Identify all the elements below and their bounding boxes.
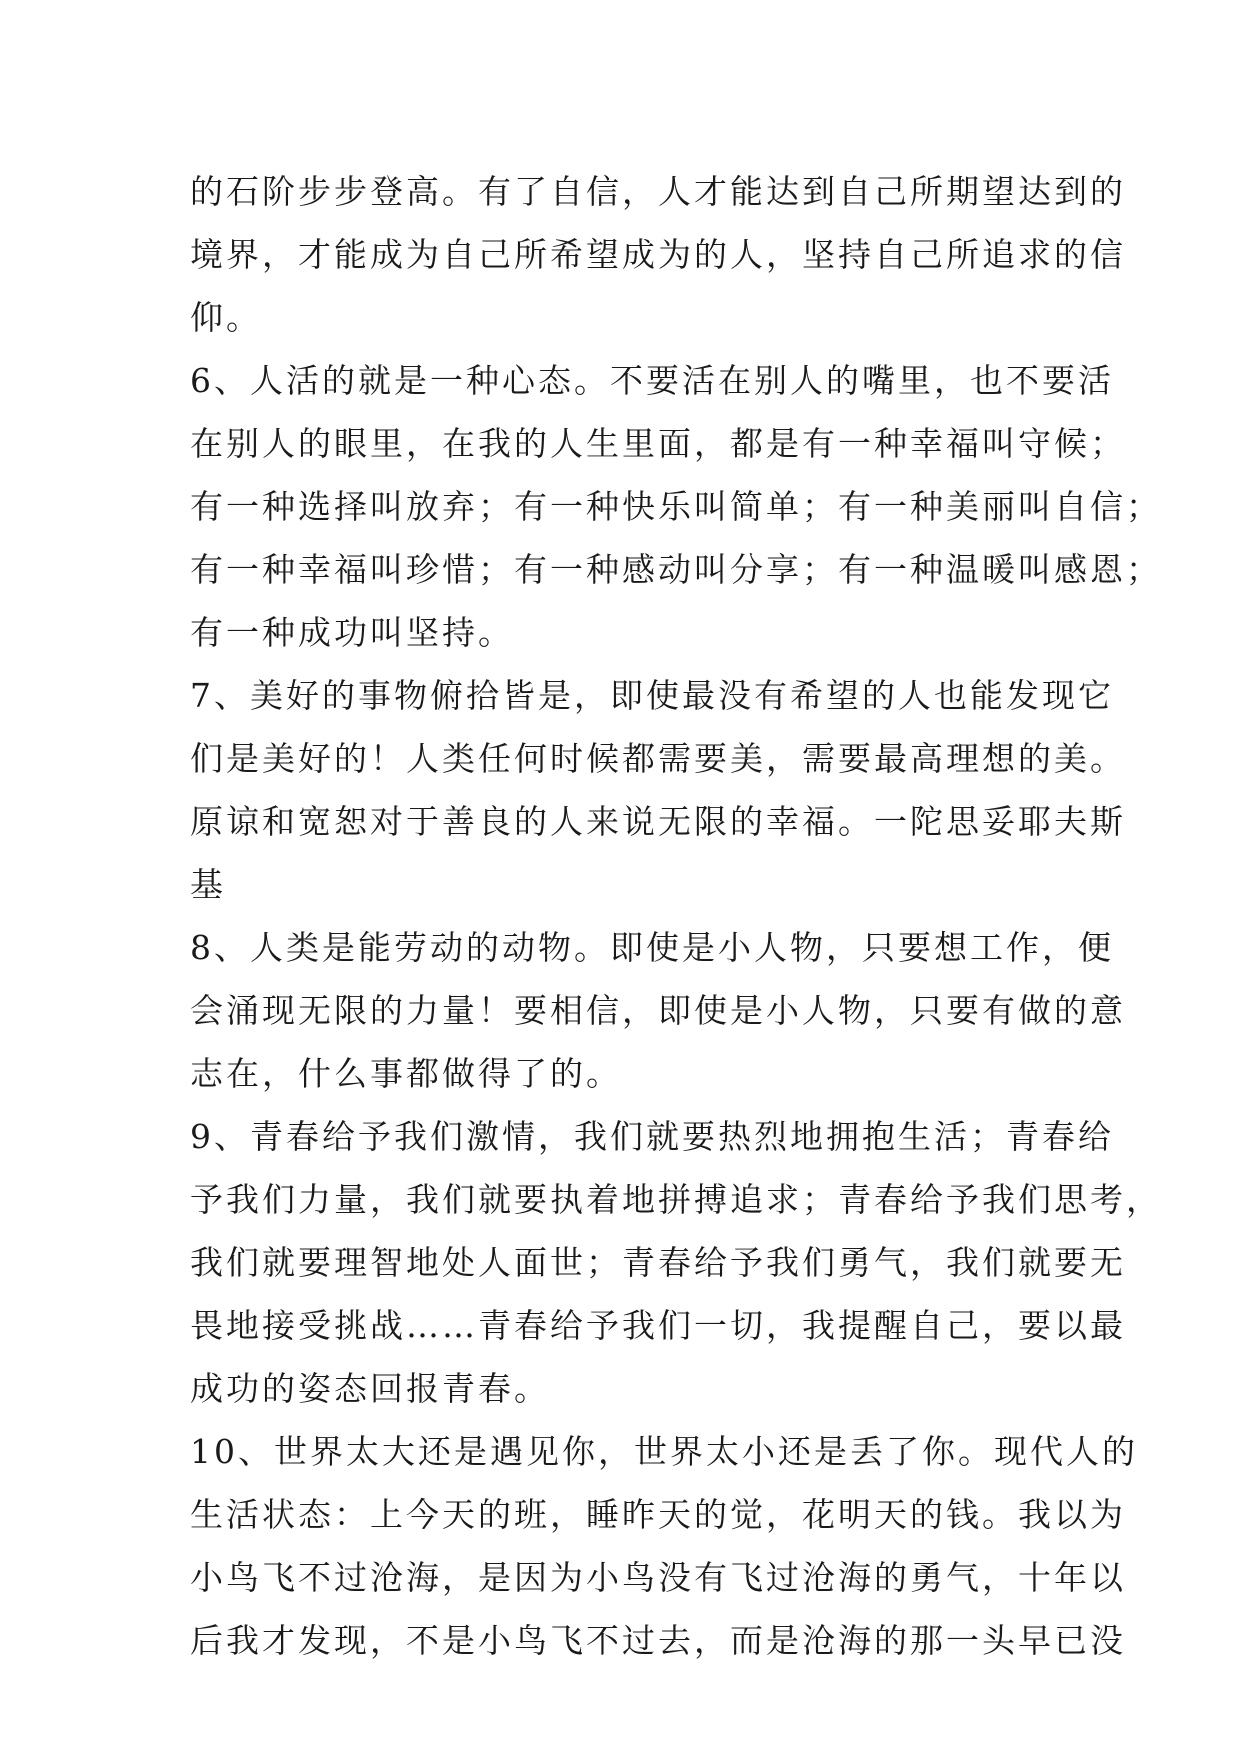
text-line: 成功的姿态回报青春。 xyxy=(190,1369,550,1408)
text-line: 生活状态：上今天的班，睡昨天的觉，花明天的钱。我以为 xyxy=(190,1495,1126,1534)
text-line: 会涌现无限的力量！要相信，即使是小人物，只要有做的意 xyxy=(190,991,1126,1030)
text-line: 在别人的眼里，在我的人生里面，都是有一种幸福叫守候； xyxy=(190,424,1126,463)
text-line: 志在，什么事都做得了的。 xyxy=(190,1054,622,1093)
text-line: 境界，才能成为自己所希望成为的人，坚持自己所追求的信 xyxy=(190,235,1126,274)
text-line: 原谅和宽恕对于善良的人来说无限的幸福。一陀思妥耶夫斯 xyxy=(190,802,1126,841)
text-line: 基 xyxy=(190,865,226,904)
text-line: 畏地接受挑战……青春给予我们一切，我提醒自己，要以最 xyxy=(190,1306,1126,1345)
text-line: 我们就要理智地处人面世；青春给予我们勇气，我们就要无 xyxy=(190,1243,1126,1282)
text-line: 有一种成功叫坚持。 xyxy=(190,613,514,652)
text-line: 有一种幸福叫珍惜；有一种感动叫分享；有一种温暖叫感恩； xyxy=(190,550,1162,589)
text-line: 仰。 xyxy=(190,298,262,337)
text-line: 7、美好的事物俯拾皆是，即使最没有希望的人也能发现它 xyxy=(190,676,1114,715)
text-line: 9、青春给予我们激情，我们就要热烈地拥抱生活；青春给 xyxy=(190,1117,1114,1156)
text-line: 6、人活的就是一种心态。不要活在别人的嘴里，也不要活 xyxy=(190,361,1114,400)
body-text xyxy=(190,160,1162,1672)
text-line: 8、人类是能劳动的动物。即使是小人物，只要想工作，便 xyxy=(190,928,1114,967)
text-line: 有一种选择叫放弃；有一种快乐叫简单；有一种美丽叫自信； xyxy=(190,487,1162,526)
text-line: 小鸟飞不过沧海，是因为小鸟没有飞过沧海的勇气，十年以 xyxy=(190,1558,1126,1597)
text-line: 10、世界太大还是遇见你，世界太小还是丢了你。现代人的 xyxy=(190,1432,1138,1471)
text-line: 后我才发现，不是小鸟飞不过去，而是沧海的那一头早已没 xyxy=(190,1621,1126,1660)
text-line: 的石阶步步登高。有了自信，人才能达到自己所期望达到的 xyxy=(190,172,1126,211)
text-line: 予我们力量，我们就要执着地拼搏追求；青春给予我们思考， xyxy=(190,1180,1162,1219)
text-line: 们是美好的！人类任何时候都需要美，需要最高理想的美。 xyxy=(190,739,1126,778)
